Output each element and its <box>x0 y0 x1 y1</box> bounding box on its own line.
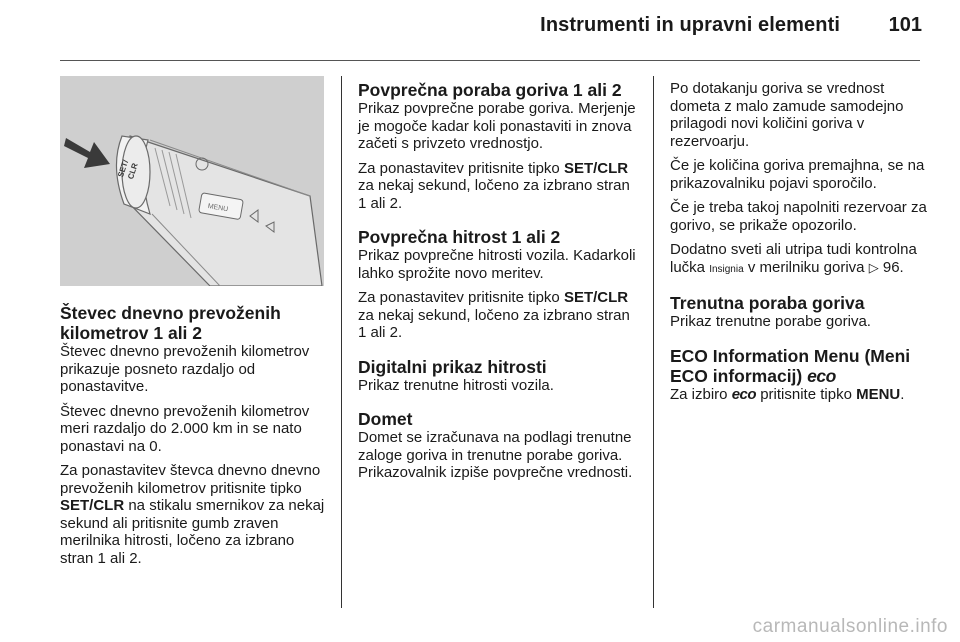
section-heading: ECO Information Menu (Meni ECO informacij) eco <box>670 345 911 386</box>
paragraph: Za ponastavitev števca dnevno dnevno prevoženih kilometrov pritisnite tipko SET/CLR na stikalu smernikov za nekaj sekund ali pritisnite gumb zraven merilnika hitrosti, ločeno za izbrano stran 1 ali 2. <box>60 462 325 567</box>
section-avg-consumption <box>358 80 642 212</box>
paragraph: Števec dnevno prevoženih kilometrov prikazuje posneto razdaljo od ponastavitve. <box>60 343 310 395</box>
section-heading: Povprečna poraba goriva 1 ali 2 <box>358 80 622 100</box>
paragraph: Po dotakanju goriva se vrednost dometa z malo zamude samodejno prilagodi novi količini goriva v rezervoarju. <box>670 80 904 150</box>
section-range-continued <box>670 80 930 278</box>
column-divider <box>341 76 342 608</box>
section-eco-menu <box>670 346 930 404</box>
section-heading: Povprečna hitrost 1 ali 2 <box>358 227 561 247</box>
section-heading: Števec dnevno prevoženih kilometrov 1 ali 2 <box>60 303 281 343</box>
page-header-title: Instrumenti in upravni elementi <box>540 14 840 36</box>
section-trip-odometer <box>60 303 330 567</box>
section-digital-speed <box>358 357 642 395</box>
paragraph: Števec dnevno prevoženih kilometrov meri razdaljo do 2.000 km in se nato ponastavi na 0. <box>60 402 310 455</box>
section-heading: Trenutna poraba goriva <box>670 293 865 313</box>
column-2 <box>358 80 642 497</box>
section-heading: Digitalni prikaz hitrosti <box>358 356 547 377</box>
section-avg-speed <box>358 227 642 342</box>
key-label: SET/CLR <box>563 159 629 177</box>
page-number: 101 <box>888 14 922 36</box>
key-label: SET/CLR <box>563 289 629 306</box>
paragraph: Prikaz trenutne hitrosti vozila. <box>358 376 554 394</box>
set-label: SET/ <box>116 158 131 179</box>
column-1 <box>60 303 330 582</box>
paragraph: Če je treba takoj napolniti rezervoar za gorivo, se prikaže opozorilo. <box>670 199 927 234</box>
eco-icon: eco <box>731 385 757 403</box>
menu-label: MENU <box>207 202 229 214</box>
paragraph: Prikaz trenutne porabe goriva. <box>670 313 871 330</box>
reference-arrow-icon: ▷ <box>868 259 879 275</box>
paragraph: Za ponastavitev pritisnite tipko SET/CLR za nekaj sekund, ločeno za izbrano stran 1 ali 2. <box>358 159 630 212</box>
header-rule <box>60 60 920 61</box>
column-3 <box>670 80 930 418</box>
section-range <box>358 409 642 482</box>
paragraph: Za ponastavitev pritisnite tipko SET/CLR za nekaj sekund, ločeno za izbrano stran 1 ali 2. <box>358 289 630 341</box>
paragraph: Za izbiro eco pritisnite tipko MENU. <box>670 385 905 403</box>
stalk-drawing <box>60 76 324 286</box>
paragraph: Prikaz povprečne porabe goriva. Merjenje je mogoče kadar koli ponastaviti in znova začeti s privzeto vrednostjo. <box>358 100 636 152</box>
key-label: MENU <box>856 385 901 403</box>
clr-label: CLR <box>126 161 140 181</box>
turn-signal-stalk-illustration <box>60 76 324 286</box>
watermark: carmanualsonline.info <box>752 616 948 637</box>
paragraph: Če je količina goriva premajhna, se na prikazovalniku pojavi sporočilo. <box>670 157 925 192</box>
section-current-consumption <box>670 293 930 331</box>
key-label: SET/CLR <box>60 497 125 514</box>
eco-icon: eco <box>807 365 836 386</box>
brand-small-label: Insignia <box>709 263 744 275</box>
paragraph: Prikaz povprečne hitrosti vozila. Kadarkoli lahko sprožite novo meritev. <box>358 247 636 282</box>
column-divider <box>653 76 654 608</box>
section-heading: Domet <box>358 409 413 429</box>
paragraph: Domet se izračunava na podlagi trenutne zaloge goriva in trenutne porabe goriva. Prikazovalnik izpiše povprečne vrednosti. <box>358 429 633 481</box>
paragraph: Dodatno sveti ali utripa tudi kontrolna lučka Insignia v merilniku goriva ▷ 96. <box>670 241 917 276</box>
page-reference: 96. <box>882 258 904 276</box>
